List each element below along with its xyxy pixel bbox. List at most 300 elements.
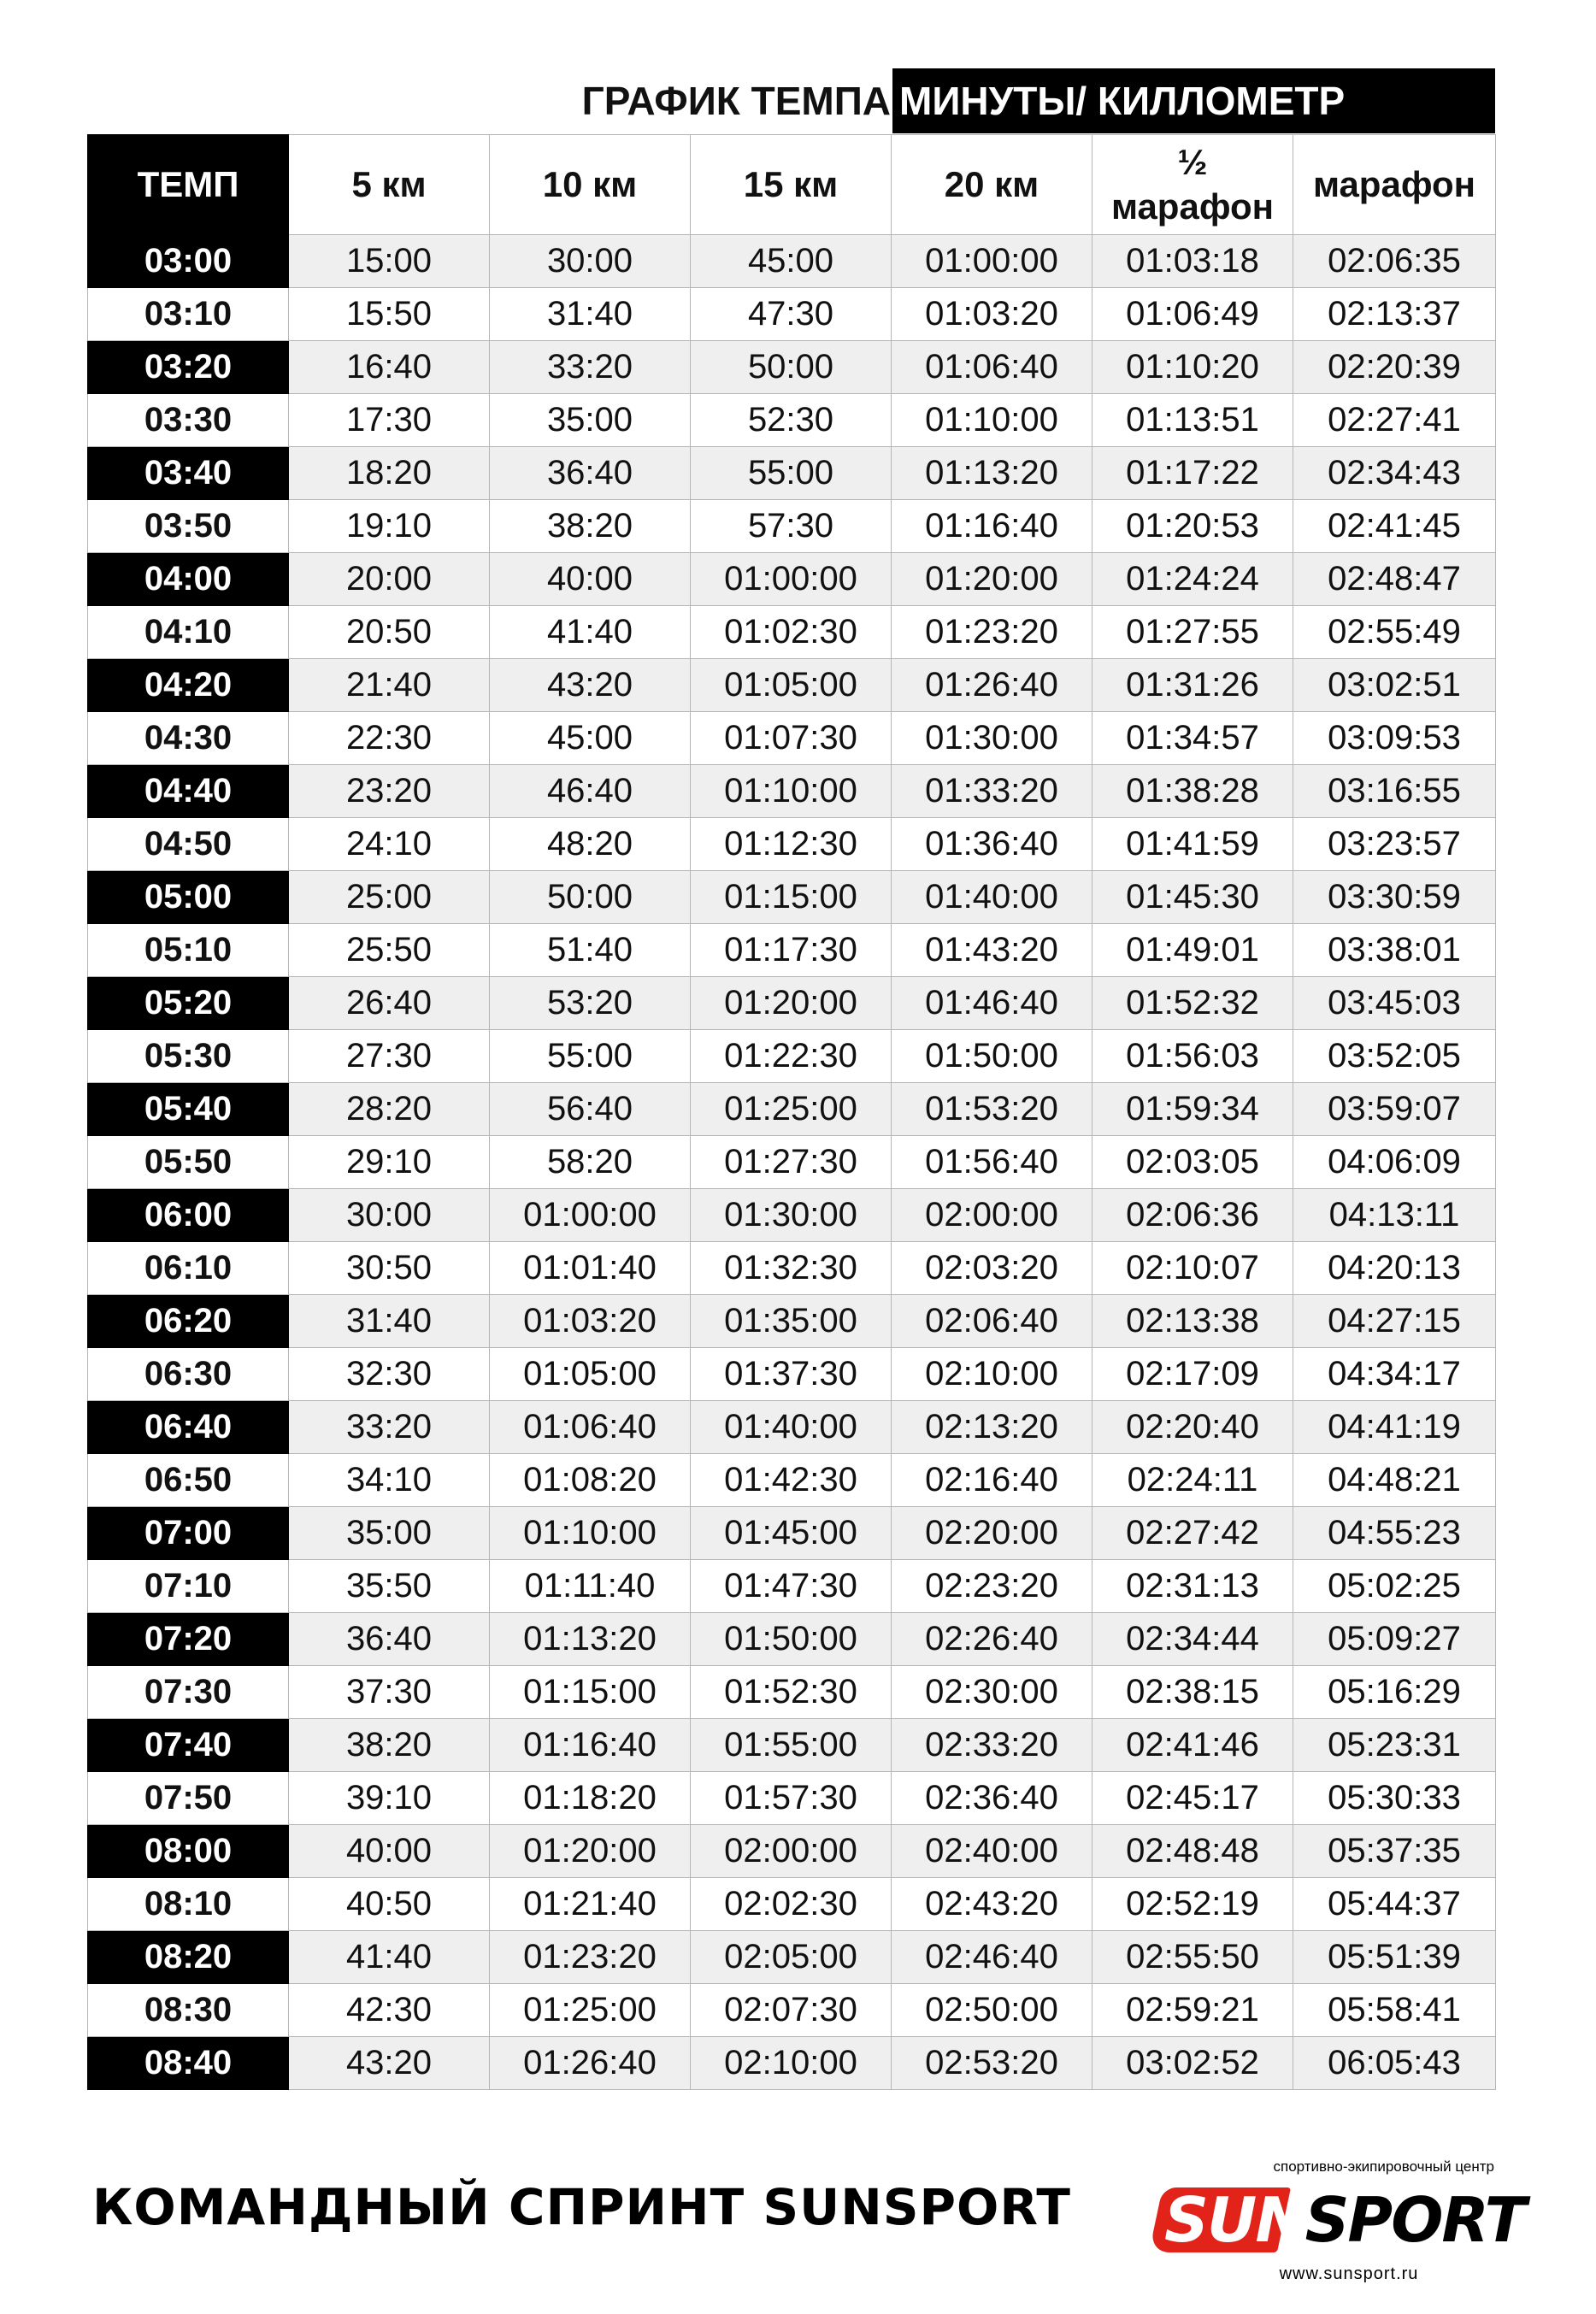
cell-half-marathon: 02:24:11 bbox=[1092, 1454, 1293, 1507]
cell-10km: 30:00 bbox=[490, 235, 691, 288]
cell-20km: 01:50:00 bbox=[892, 1030, 1092, 1083]
cell-marathon: 05:44:37 bbox=[1293, 1878, 1496, 1931]
cell-pace: 06:50 bbox=[88, 1454, 289, 1507]
cell-pace: 04:10 bbox=[88, 606, 289, 659]
cell-marathon: 06:05:43 bbox=[1293, 2037, 1496, 2090]
page-subtitle-units: МИНУТЫ/ КИЛЛОМЕТР bbox=[892, 68, 1495, 133]
cell-10km: 41:40 bbox=[490, 606, 691, 659]
cell-half-marathon: 01:10:20 bbox=[1092, 341, 1293, 394]
table-row bbox=[88, 1719, 1496, 1772]
column-header-5km: 5 км bbox=[289, 135, 490, 235]
cell-half-marathon: 02:45:17 bbox=[1092, 1772, 1293, 1825]
cell-10km: 01:03:20 bbox=[490, 1295, 691, 1348]
logo-sport-text: SPORT bbox=[1304, 2184, 1525, 2256]
cell-15km: 01:37:30 bbox=[691, 1348, 892, 1401]
cell-marathon: 05:09:27 bbox=[1293, 1613, 1496, 1666]
cell-20km: 01:53:20 bbox=[892, 1083, 1092, 1136]
cell-5km: 18:20 bbox=[289, 447, 490, 500]
cell-10km: 31:40 bbox=[490, 288, 691, 341]
column-header-half-marathon bbox=[1092, 135, 1293, 235]
cell-20km: 02:53:20 bbox=[892, 2037, 1092, 2090]
cell-marathon: 05:16:29 bbox=[1293, 1666, 1496, 1719]
cell-half-marathon: 01:45:30 bbox=[1092, 871, 1293, 924]
cell-marathon: 05:37:35 bbox=[1293, 1825, 1496, 1878]
table-row bbox=[88, 871, 1496, 924]
cell-5km: 15:50 bbox=[289, 288, 490, 341]
cell-10km: 01:13:20 bbox=[490, 1613, 691, 1666]
table-row bbox=[88, 1772, 1496, 1825]
table-row bbox=[88, 1984, 1496, 2037]
cell-10km: 51:40 bbox=[490, 924, 691, 977]
cell-marathon: 02:34:43 bbox=[1293, 447, 1496, 500]
cell-10km: 58:20 bbox=[490, 1136, 691, 1189]
cell-15km: 01:22:30 bbox=[691, 1030, 892, 1083]
cell-marathon: 04:27:15 bbox=[1293, 1295, 1496, 1348]
cell-pace: 03:40 bbox=[88, 447, 289, 500]
cell-pace: 08:10 bbox=[88, 1878, 289, 1931]
cell-pace: 07:50 bbox=[88, 1772, 289, 1825]
cell-marathon: 04:48:21 bbox=[1293, 1454, 1496, 1507]
cell-20km: 02:03:20 bbox=[892, 1242, 1092, 1295]
cell-pace: 05:30 bbox=[88, 1030, 289, 1083]
cell-20km: 02:06:40 bbox=[892, 1295, 1092, 1348]
cell-5km: 21:40 bbox=[289, 659, 490, 712]
cell-10km: 36:40 bbox=[490, 447, 691, 500]
cell-pace: 07:40 bbox=[88, 1719, 289, 1772]
cell-marathon: 05:23:31 bbox=[1293, 1719, 1496, 1772]
cell-marathon: 03:02:51 bbox=[1293, 659, 1496, 712]
cell-pace: 08:40 bbox=[88, 2037, 289, 2090]
table-row bbox=[88, 1030, 1496, 1083]
cell-marathon: 03:23:57 bbox=[1293, 818, 1496, 871]
cell-20km: 02:50:00 bbox=[892, 1984, 1092, 2037]
cell-half-marathon: 01:20:53 bbox=[1092, 500, 1293, 553]
table-row bbox=[88, 394, 1496, 447]
cell-half-marathon: 01:34:57 bbox=[1092, 712, 1293, 765]
cell-20km: 02:30:00 bbox=[892, 1666, 1092, 1719]
cell-marathon: 02:55:49 bbox=[1293, 606, 1496, 659]
cell-half-marathon: 02:38:15 bbox=[1092, 1666, 1293, 1719]
cell-20km: 02:13:20 bbox=[892, 1401, 1092, 1454]
table-row bbox=[88, 288, 1496, 341]
cell-5km: 40:00 bbox=[289, 1825, 490, 1878]
cell-half-marathon: 02:17:09 bbox=[1092, 1348, 1293, 1401]
cell-half-marathon: 01:56:03 bbox=[1092, 1030, 1293, 1083]
cell-pace: 04:30 bbox=[88, 712, 289, 765]
cell-10km: 56:40 bbox=[490, 1083, 691, 1136]
cell-pace: 03:00 bbox=[88, 235, 289, 288]
cell-half-marathon: 03:02:52 bbox=[1092, 2037, 1293, 2090]
pace-table bbox=[87, 134, 1496, 2090]
table-row bbox=[88, 659, 1496, 712]
cell-20km: 01:03:20 bbox=[892, 288, 1092, 341]
cell-15km: 02:00:00 bbox=[691, 1825, 892, 1878]
cell-15km: 01:42:30 bbox=[691, 1454, 892, 1507]
cell-pace: 07:20 bbox=[88, 1613, 289, 1666]
cell-marathon: 04:20:13 bbox=[1293, 1242, 1496, 1295]
cell-half-marathon: 02:10:07 bbox=[1092, 1242, 1293, 1295]
cell-15km: 01:57:30 bbox=[691, 1772, 892, 1825]
cell-15km: 01:35:00 bbox=[691, 1295, 892, 1348]
cell-10km: 01:21:40 bbox=[490, 1878, 691, 1931]
cell-5km: 25:50 bbox=[289, 924, 490, 977]
table-row bbox=[88, 1825, 1496, 1878]
cell-marathon: 03:38:01 bbox=[1293, 924, 1496, 977]
cell-20km: 02:16:40 bbox=[892, 1454, 1092, 1507]
cell-20km: 02:26:40 bbox=[892, 1613, 1092, 1666]
cell-5km: 23:20 bbox=[289, 765, 490, 818]
cell-5km: 29:10 bbox=[289, 1136, 490, 1189]
cell-5km: 20:00 bbox=[289, 553, 490, 606]
cell-pace: 04:50 bbox=[88, 818, 289, 871]
cell-half-marathon: 01:38:28 bbox=[1092, 765, 1293, 818]
cell-5km: 35:00 bbox=[289, 1507, 490, 1560]
column-header-20km: 20 км bbox=[892, 135, 1092, 235]
cell-15km: 02:02:30 bbox=[691, 1878, 892, 1931]
cell-10km: 45:00 bbox=[490, 712, 691, 765]
table-row bbox=[88, 765, 1496, 818]
cell-half-marathon: 02:03:05 bbox=[1092, 1136, 1293, 1189]
cell-15km: 01:12:30 bbox=[691, 818, 892, 871]
cell-half-marathon: 02:34:44 bbox=[1092, 1613, 1293, 1666]
cell-5km: 32:30 bbox=[289, 1348, 490, 1401]
cell-marathon: 04:55:23 bbox=[1293, 1507, 1496, 1560]
cell-15km: 01:25:00 bbox=[691, 1083, 892, 1136]
cell-marathon: 03:52:05 bbox=[1293, 1030, 1496, 1083]
table-row bbox=[88, 1454, 1496, 1507]
cell-5km: 33:20 bbox=[289, 1401, 490, 1454]
cell-5km: 37:30 bbox=[289, 1666, 490, 1719]
cell-10km: 01:20:00 bbox=[490, 1825, 691, 1878]
cell-5km: 38:20 bbox=[289, 1719, 490, 1772]
cell-10km: 01:23:20 bbox=[490, 1931, 691, 1984]
cell-pace: 03:30 bbox=[88, 394, 289, 447]
cell-pace: 08:20 bbox=[88, 1931, 289, 1984]
cell-marathon: 03:09:53 bbox=[1293, 712, 1496, 765]
cell-10km: 01:10:00 bbox=[490, 1507, 691, 1560]
table-row bbox=[88, 1242, 1496, 1295]
cell-5km: 20:50 bbox=[289, 606, 490, 659]
table-row bbox=[88, 1666, 1496, 1719]
cell-pace: 05:10 bbox=[88, 924, 289, 977]
cell-half-marathon: 01:13:51 bbox=[1092, 394, 1293, 447]
cell-half-marathon: 02:48:48 bbox=[1092, 1825, 1293, 1878]
cell-20km: 02:46:40 bbox=[892, 1931, 1092, 1984]
cell-pace: 05:20 bbox=[88, 977, 289, 1030]
table-row bbox=[88, 235, 1496, 288]
cell-15km: 45:00 bbox=[691, 235, 892, 288]
cell-10km: 01:11:40 bbox=[490, 1560, 691, 1613]
cell-20km: 02:20:00 bbox=[892, 1507, 1092, 1560]
column-header-15km: 15 км bbox=[691, 135, 892, 235]
cell-15km: 01:17:30 bbox=[691, 924, 892, 977]
cell-20km: 01:23:20 bbox=[892, 606, 1092, 659]
table-row bbox=[88, 553, 1496, 606]
cell-pace: 06:10 bbox=[88, 1242, 289, 1295]
cell-half-marathon: 02:20:40 bbox=[1092, 1401, 1293, 1454]
cell-marathon: 05:51:39 bbox=[1293, 1931, 1496, 1984]
cell-marathon: 03:45:03 bbox=[1293, 977, 1496, 1030]
cell-marathon: 03:59:07 bbox=[1293, 1083, 1496, 1136]
cell-half-marathon: 01:52:32 bbox=[1092, 977, 1293, 1030]
cell-half-marathon: 02:55:50 bbox=[1092, 1931, 1293, 1984]
cell-marathon: 04:34:17 bbox=[1293, 1348, 1496, 1401]
half-marathon-fraction: ½ bbox=[1177, 141, 1208, 182]
cell-15km: 01:52:30 bbox=[691, 1666, 892, 1719]
table-row bbox=[88, 1295, 1496, 1348]
cell-marathon: 05:30:33 bbox=[1293, 1772, 1496, 1825]
cell-20km: 01:06:40 bbox=[892, 341, 1092, 394]
cell-5km: 36:40 bbox=[289, 1613, 490, 1666]
cell-5km: 41:40 bbox=[289, 1931, 490, 1984]
cell-pace: 06:00 bbox=[88, 1189, 289, 1242]
table-row bbox=[88, 1560, 1496, 1613]
cell-half-marathon: 01:59:34 bbox=[1092, 1083, 1293, 1136]
cell-marathon: 03:30:59 bbox=[1293, 871, 1496, 924]
table-row bbox=[88, 1136, 1496, 1189]
logo-wordmark bbox=[1152, 2182, 1525, 2258]
cell-10km: 55:00 bbox=[490, 1030, 691, 1083]
cell-half-marathon: 01:31:26 bbox=[1092, 659, 1293, 712]
cell-15km: 52:30 bbox=[691, 394, 892, 447]
cell-10km: 01:05:00 bbox=[490, 1348, 691, 1401]
cell-marathon: 02:48:47 bbox=[1293, 553, 1496, 606]
cell-pace: 07:30 bbox=[88, 1666, 289, 1719]
footer-title: КОМАНДНЫЙ СПРИНТ SUNSPORT bbox=[92, 2178, 1071, 2236]
cell-5km: 30:50 bbox=[289, 1242, 490, 1295]
table-row bbox=[88, 341, 1496, 394]
table-row bbox=[88, 1613, 1496, 1666]
cell-20km: 02:10:00 bbox=[892, 1348, 1092, 1401]
cell-marathon: 04:13:11 bbox=[1293, 1189, 1496, 1242]
cell-15km: 01:55:00 bbox=[691, 1719, 892, 1772]
cell-15km: 01:07:30 bbox=[691, 712, 892, 765]
cell-10km: 35:00 bbox=[490, 394, 691, 447]
table-row bbox=[88, 924, 1496, 977]
cell-15km: 02:05:00 bbox=[691, 1931, 892, 1984]
logo-tagline: спортивно-экипировочный центр bbox=[1273, 2158, 1494, 2175]
cell-20km: 02:23:20 bbox=[892, 1560, 1092, 1613]
column-header-10km: 10 км bbox=[490, 135, 691, 235]
cell-20km: 01:33:20 bbox=[892, 765, 1092, 818]
cell-half-marathon: 02:13:38 bbox=[1092, 1295, 1293, 1348]
table-row bbox=[88, 2037, 1496, 2090]
table-row bbox=[88, 1083, 1496, 1136]
cell-5km: 28:20 bbox=[289, 1083, 490, 1136]
cell-pace: 04:00 bbox=[88, 553, 289, 606]
cell-10km: 01:08:20 bbox=[490, 1454, 691, 1507]
cell-20km: 02:36:40 bbox=[892, 1772, 1092, 1825]
cell-15km: 55:00 bbox=[691, 447, 892, 500]
cell-20km: 01:26:40 bbox=[892, 659, 1092, 712]
cell-10km: 33:20 bbox=[490, 341, 691, 394]
column-header-marathon: марафон bbox=[1293, 135, 1496, 235]
cell-15km: 01:30:00 bbox=[691, 1189, 892, 1242]
cell-half-marathon: 02:27:42 bbox=[1092, 1507, 1293, 1560]
cell-marathon: 02:27:41 bbox=[1293, 394, 1496, 447]
cell-5km: 27:30 bbox=[289, 1030, 490, 1083]
cell-5km: 15:00 bbox=[289, 235, 490, 288]
table-row bbox=[88, 447, 1496, 500]
cell-20km: 02:00:00 bbox=[892, 1189, 1092, 1242]
cell-15km: 01:27:30 bbox=[691, 1136, 892, 1189]
cell-pace: 08:30 bbox=[88, 1984, 289, 2037]
table-row bbox=[88, 1348, 1496, 1401]
table-row bbox=[88, 1931, 1496, 1984]
cell-pace: 04:20 bbox=[88, 659, 289, 712]
table-row bbox=[88, 818, 1496, 871]
sunsport-logo bbox=[1152, 2158, 1525, 2295]
cell-15km: 01:50:00 bbox=[691, 1613, 892, 1666]
cell-10km: 01:18:20 bbox=[490, 1772, 691, 1825]
cell-marathon: 05:58:41 bbox=[1293, 1984, 1496, 2037]
cell-15km: 01:15:00 bbox=[691, 871, 892, 924]
cell-half-marathon: 01:41:59 bbox=[1092, 818, 1293, 871]
cell-pace: 06:30 bbox=[88, 1348, 289, 1401]
cell-half-marathon: 02:59:21 bbox=[1092, 1984, 1293, 2037]
page-title: ГРАФИК ТЕМПА bbox=[581, 79, 891, 123]
cell-20km: 01:36:40 bbox=[892, 818, 1092, 871]
cell-10km: 01:15:00 bbox=[490, 1666, 691, 1719]
cell-20km: 02:40:00 bbox=[892, 1825, 1092, 1878]
cell-5km: 30:00 bbox=[289, 1189, 490, 1242]
table-row bbox=[88, 500, 1496, 553]
cell-10km: 01:01:40 bbox=[490, 1242, 691, 1295]
cell-5km: 26:40 bbox=[289, 977, 490, 1030]
cell-20km: 01:10:00 bbox=[892, 394, 1092, 447]
cell-20km: 01:20:00 bbox=[892, 553, 1092, 606]
cell-half-marathon: 01:06:49 bbox=[1092, 288, 1293, 341]
cell-5km: 35:50 bbox=[289, 1560, 490, 1613]
cell-pace: 04:40 bbox=[88, 765, 289, 818]
cell-10km: 46:40 bbox=[490, 765, 691, 818]
cell-15km: 02:07:30 bbox=[691, 1984, 892, 2037]
cell-half-marathon: 02:06:36 bbox=[1092, 1189, 1293, 1242]
table-row bbox=[88, 1401, 1496, 1454]
cell-5km: 17:30 bbox=[289, 394, 490, 447]
cell-5km: 19:10 bbox=[289, 500, 490, 553]
table-row bbox=[88, 1189, 1496, 1242]
cell-10km: 01:25:00 bbox=[490, 1984, 691, 2037]
cell-15km: 01:32:30 bbox=[691, 1242, 892, 1295]
cell-20km: 02:33:20 bbox=[892, 1719, 1092, 1772]
cell-marathon: 05:02:25 bbox=[1293, 1560, 1496, 1613]
cell-pace: 03:10 bbox=[88, 288, 289, 341]
column-header-pace: ТЕМП bbox=[88, 135, 289, 235]
cell-10km: 01:06:40 bbox=[490, 1401, 691, 1454]
cell-pace: 05:40 bbox=[88, 1083, 289, 1136]
cell-15km: 57:30 bbox=[691, 500, 892, 553]
cell-5km: 22:30 bbox=[289, 712, 490, 765]
cell-half-marathon: 01:03:18 bbox=[1092, 235, 1293, 288]
half-marathon-word: марафон bbox=[1110, 186, 1275, 227]
cell-5km: 34:10 bbox=[289, 1454, 490, 1507]
cell-10km: 53:20 bbox=[490, 977, 691, 1030]
table-body bbox=[88, 235, 1496, 2090]
cell-10km: 38:20 bbox=[490, 500, 691, 553]
cell-pace: 05:50 bbox=[88, 1136, 289, 1189]
cell-15km: 01:10:00 bbox=[691, 765, 892, 818]
cell-10km: 48:20 bbox=[490, 818, 691, 871]
cell-5km: 40:50 bbox=[289, 1878, 490, 1931]
table-row bbox=[88, 712, 1496, 765]
cell-5km: 43:20 bbox=[289, 2037, 490, 2090]
cell-marathon: 03:16:55 bbox=[1293, 765, 1496, 818]
cell-15km: 01:05:00 bbox=[691, 659, 892, 712]
cell-20km: 01:16:40 bbox=[892, 500, 1092, 553]
cell-10km: 01:26:40 bbox=[490, 2037, 691, 2090]
cell-10km: 01:00:00 bbox=[490, 1189, 691, 1242]
cell-half-marathon: 01:24:24 bbox=[1092, 553, 1293, 606]
cell-5km: 39:10 bbox=[289, 1772, 490, 1825]
table-header-row bbox=[88, 135, 1496, 235]
cell-half-marathon: 01:17:22 bbox=[1092, 447, 1293, 500]
cell-pace: 07:10 bbox=[88, 1560, 289, 1613]
cell-20km: 01:40:00 bbox=[892, 871, 1092, 924]
cell-5km: 31:40 bbox=[289, 1295, 490, 1348]
cell-10km: 01:16:40 bbox=[490, 1719, 691, 1772]
table-row bbox=[88, 606, 1496, 659]
cell-20km: 01:00:00 bbox=[892, 235, 1092, 288]
cell-20km: 01:13:20 bbox=[892, 447, 1092, 500]
cell-20km: 01:30:00 bbox=[892, 712, 1092, 765]
logo-url: www.sunsport.ru bbox=[1279, 2264, 1419, 2283]
table-row bbox=[88, 1507, 1496, 1560]
cell-marathon: 04:41:19 bbox=[1293, 1401, 1496, 1454]
cell-15km: 50:00 bbox=[691, 341, 892, 394]
cell-15km: 01:02:30 bbox=[691, 606, 892, 659]
cell-half-marathon: 02:31:13 bbox=[1092, 1560, 1293, 1613]
cell-marathon: 02:41:45 bbox=[1293, 500, 1496, 553]
cell-marathon: 02:06:35 bbox=[1293, 235, 1496, 288]
cell-5km: 16:40 bbox=[289, 341, 490, 394]
cell-15km: 01:47:30 bbox=[691, 1560, 892, 1613]
cell-pace: 06:40 bbox=[88, 1401, 289, 1454]
logo-sun-text: SUN bbox=[1164, 2184, 1305, 2256]
cell-marathon: 04:06:09 bbox=[1293, 1136, 1496, 1189]
cell-pace: 08:00 bbox=[88, 1825, 289, 1878]
table-row bbox=[88, 1878, 1496, 1931]
cell-15km: 01:20:00 bbox=[691, 977, 892, 1030]
cell-15km: 02:10:00 bbox=[691, 2037, 892, 2090]
cell-10km: 40:00 bbox=[490, 553, 691, 606]
cell-half-marathon: 02:41:46 bbox=[1092, 1719, 1293, 1772]
cell-5km: 25:00 bbox=[289, 871, 490, 924]
cell-pace: 06:20 bbox=[88, 1295, 289, 1348]
cell-half-marathon: 01:27:55 bbox=[1092, 606, 1293, 659]
table-row bbox=[88, 977, 1496, 1030]
cell-marathon: 02:13:37 bbox=[1293, 288, 1496, 341]
cell-pace: 03:20 bbox=[88, 341, 289, 394]
cell-20km: 01:56:40 bbox=[892, 1136, 1092, 1189]
cell-15km: 01:45:00 bbox=[691, 1507, 892, 1560]
cell-20km: 02:43:20 bbox=[892, 1878, 1092, 1931]
cell-15km: 01:00:00 bbox=[691, 553, 892, 606]
title-row bbox=[87, 68, 1495, 133]
cell-15km: 01:40:00 bbox=[691, 1401, 892, 1454]
cell-20km: 01:46:40 bbox=[892, 977, 1092, 1030]
cell-5km: 24:10 bbox=[289, 818, 490, 871]
cell-15km: 47:30 bbox=[691, 288, 892, 341]
cell-20km: 01:43:20 bbox=[892, 924, 1092, 977]
cell-5km: 42:30 bbox=[289, 1984, 490, 2037]
cell-10km: 50:00 bbox=[490, 871, 691, 924]
cell-half-marathon: 01:49:01 bbox=[1092, 924, 1293, 977]
cell-pace: 03:50 bbox=[88, 500, 289, 553]
cell-half-marathon: 02:52:19 bbox=[1092, 1878, 1293, 1931]
cell-pace: 05:00 bbox=[88, 871, 289, 924]
cell-10km: 43:20 bbox=[490, 659, 691, 712]
